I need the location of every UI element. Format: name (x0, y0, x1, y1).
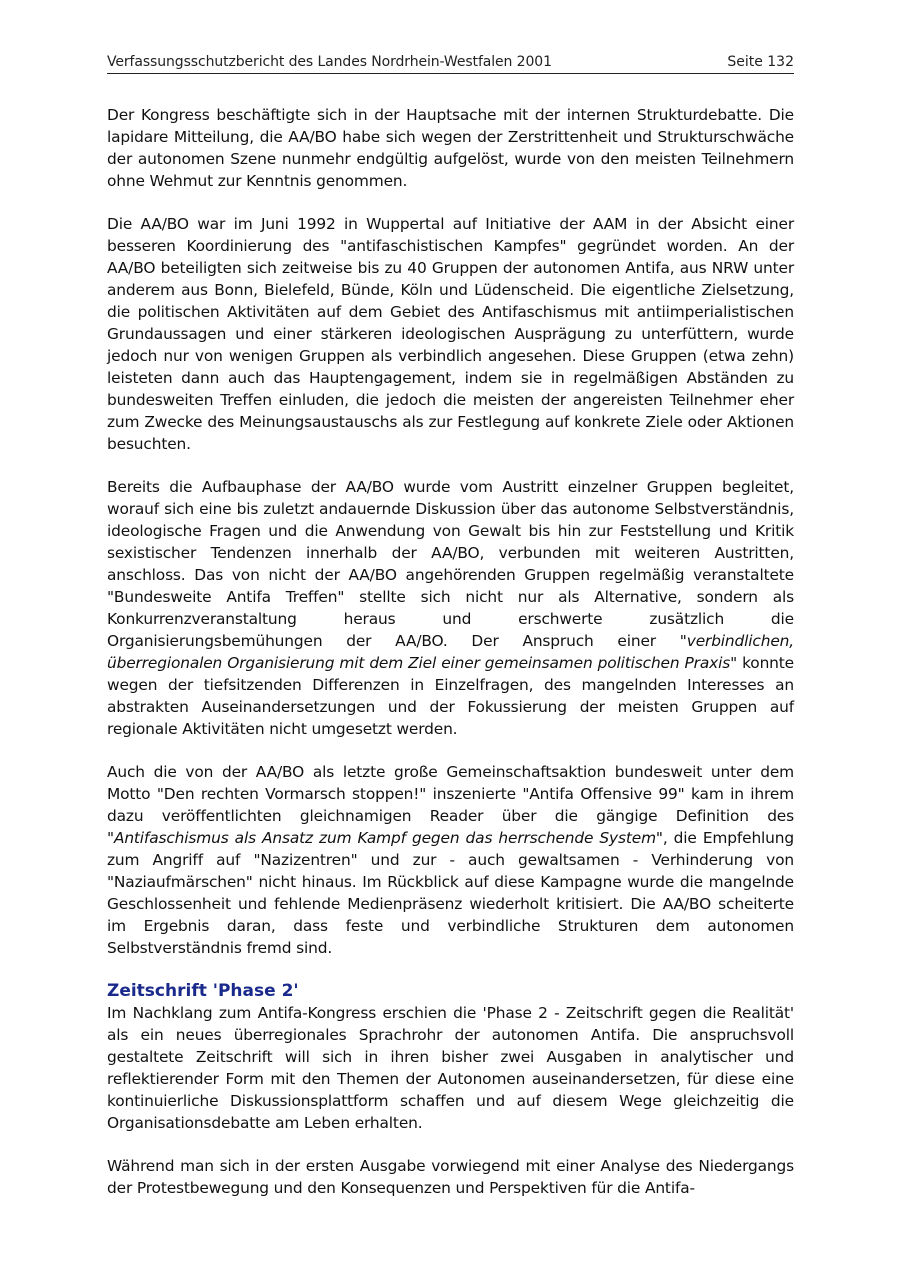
page-number: Seite 132 (727, 54, 794, 70)
report-title: Verfassungsschutzbericht des Landes Nordrhein-Westfalen 2001 (107, 54, 552, 70)
quote-antifaschismus: Antifaschismus als Ansatz zum Kampf gegen das herrschende System (113, 829, 656, 847)
text-segment: ", die Empfehlung zum Angriff auf "Nazizentren" und zur - auch gewaltsamen - Verhinderung von "Naziaufmärschen" nicht hinaus. Im Rückblick auf diese Kampagne wurde die mangelnde Geschlossenheit und fehlende Medienpräsenz wiederholt kritisiert. Die AA/BO scheiterte im Ergebnis daran, dass feste und verbindliche Strukturen dem autonomen Selbstverständnis fremd sind. (107, 829, 795, 957)
body-text (107, 104, 794, 1220)
paragraph-kongress: Der Kongress beschäftigte sich in der Hauptsache mit der internen Strukturdebatte. Die lapidare Mitteilung, die AA/BO habe sich wegen der Zerstrittenheit und Strukturschwäche der autonomen Szene nunmehr endgültig aufgelöst, wurde von den meisten Teilnehmern ohne Wehmut zur Kenntnis genommen. (107, 106, 794, 190)
section-heading-phase-2: Zeitschrift 'Phase 2' (107, 981, 299, 1001)
paragraph-antifa-offensive (107, 761, 794, 959)
text-segment: Bereits die Aufbauphase der AA/BO wurde vom Austritt einzelner Gruppen begleitet, worauf sich eine bis zuletzt andauernde Diskussion über das autonome Selbstverständnis, ideologische Fragen und die Anwendung von Gewalt bis hin zur Feststellung und Kritik sexistischer Tendenzen innerhalb der AA/BO, verbunden mit weiteren Austritten, anschloss. Das von nicht der AA/BO angehörenden Gruppen regelmäßig veranstaltete "Bundesweite Antifa Treffen" stellte sich nicht nur als Alternative, sondern als Konkurrenzveranstaltung heraus und erschwerte zusätzlich die Organisierungsbemühungen der AA/BO. Der Anspruch einer " (107, 478, 794, 650)
paragraph-aufbauphase (107, 476, 794, 740)
text-segment: Auch die von der AA/BO als letzte große Gemeinschaftsaktion bundesweit unter dem Motto "Den rechten Vormarsch stoppen!" inszenierte "Antifa Offensive 99" kam in ihrem dazu veröffentlichten gleichnamigen Reader über die gängige Definition des " (107, 763, 794, 847)
paragraph-aabo-history: Die AA/BO war im Juni 1992 in Wuppertal auf Initiative der AAM in der Absicht einer besseren Koordinierung des "antifaschistischen Kampfes" gegründet worden. An der AA/BO beteiligten sich zeitweise bis zu 40 Gruppen der autonomen Antifa, aus NRW unter anderem aus Bonn, Bielefeld, Bünde, Köln und Lüdenscheid. Die eigentliche Zielsetzung, die politischen Aktivitäten auf dem Gebiet des Antifaschismus mit antiimperialistischen Grundaussagen und einer stärkeren ideologischen Ausprägung zu unterfüttern, wurde jedoch nur von wenigen Gruppen als verbindlich angesehen. Diese Gruppen (etwa zehn) leisteten dann auch das Hauptengagement, indem sie in regelmäßigen Abständen zu bundesweiten Treffen einluden, die jedoch die meisten der angereisten Teilnehmer eher zum Zwecke des Meinungsaustauschs als zur Festlegung auf konkrete Ziele oder Aktionen besuchten. (107, 215, 794, 453)
paragraph-phase-2: Im Nachklang zum Antifa-Kongress erschien die 'Phase 2 - Zeitschrift gegen die Realität' als ein neues überregionales Sprachrohr der autonomen Antifa. Die anspruchsvoll gestaltete Zeitschrift will sich in ihren bisher zwei Ausgaben in analytischer und reflektierender Form mit den Themen der Autonomen auseinandersetzen, für diese eine kontinuierliche Diskussionsplattform schaffen und auf diesem Wege gleichzeitig die Organisationsdebatte am Leben erhalten. (107, 1004, 794, 1132)
quote-organisierung: verbindlichen, überregionalen Organisierung mit dem Ziel einer gemeinsamen politischen Praxis (107, 632, 794, 672)
running-header (107, 53, 794, 74)
text-segment: " konnte wegen der tiefsitzenden Differenzen in Einzelfragen, des mangelnden Interesses an abstrakten Auseinandersetzungen und der Fokussierung der meisten Gruppen auf regionale Aktivitäten nicht umgesetzt werden. (107, 654, 794, 738)
paragraph-erste-ausgabe: Während man sich in der ersten Ausgabe vorwiegend mit einer Analyse des Niedergangs der Protestbewegung und den Konsequenzen und Perspektiven für die Antifa- (107, 1157, 794, 1197)
